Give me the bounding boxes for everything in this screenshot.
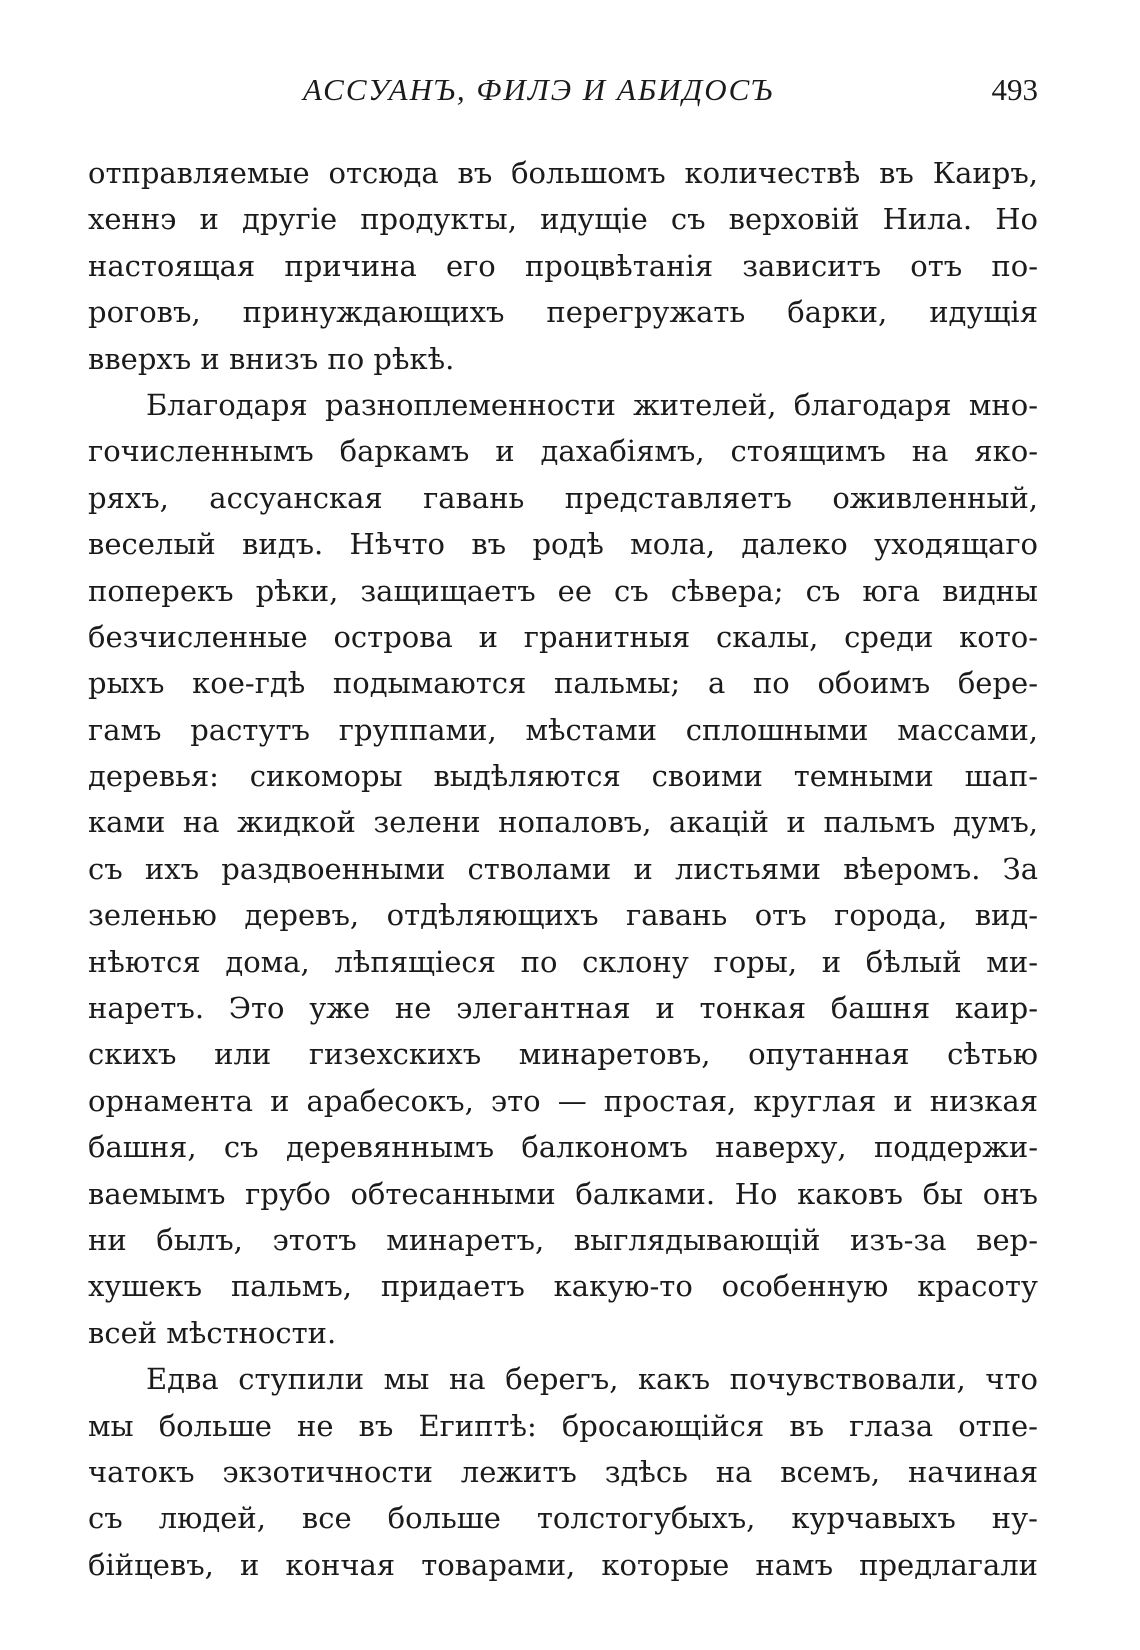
page-header [88,72,1038,112]
text-line: мы больше не въ Египтѣ: бросающійся въ глаза отпе- [88,1408,1038,1443]
text-line: скихъ или гизехскихъ минаретовъ, опутанная сѣтью [88,1037,1038,1072]
text-line: башня, съ деревяннымъ балкономъ наверху, поддержи- [88,1130,1038,1165]
text-line: хушекъ пальмъ, придаетъ какую-то особенную красоту [88,1269,1038,1304]
text-line: съ людей, все больше толстогубыхъ, курчавыхъ ну- [88,1501,1038,1536]
text-line: Благодаря разноплеменности жителей, благодаря мно- [146,387,1038,422]
text-line: поперекъ рѣки, защищаетъ ее съ сѣвера; съ юга видны [88,573,1038,608]
text-line: гочисленнымъ баркамъ и дахабіямъ, стоящимъ на яко- [88,434,1038,469]
text-line: ками на жидкой зелени нопаловъ, акацій и пальмъ думъ, [88,805,1038,840]
running-title: АССУАНЪ, ФИЛЭ И АБИДОСЪ [303,72,775,107]
text-line: съ ихъ раздвоенными стволами и листьями вѣеромъ. За [88,851,1038,886]
text-line: чатокъ экзотичности лежитъ здѣсь на всемъ, начиная [88,1454,1038,1489]
text-line: отправляемые отсюда въ большомъ количествѣ въ Каиръ, [88,156,1038,190]
text-line: ваемымъ грубо обтесанными балками. Но каковъ бы онъ [88,1176,1038,1211]
body-text [88,150,1038,1588]
text-line: вверхъ и внизъ по рѣкѣ. [88,341,455,376]
text-line: рыхъ кое-гдѣ подымаются пальмы; а по обоимъ бере- [88,666,1038,701]
text-line: всей мѣстности. [88,1315,337,1350]
text-line: гамъ растутъ группами, мѣстами сплошными массами, [88,712,1038,747]
text-line: бійцевъ, и кончая товарами, которые намъ предлагали [88,1547,1038,1582]
text-line: Едва ступили мы на берегъ, какъ почувствовали, что [146,1362,1038,1397]
text-line: роговъ, принуждающихъ перегружать барки, идущія [88,295,1038,330]
text-line: деревья: сикоморы выдѣляются своими темными шап- [88,759,1038,794]
text-line: веселый видъ. Нѣчто въ родѣ мола, далеко уходящаго [88,527,1038,562]
text-line: наретъ. Это уже не элегантная и тонкая башня каир- [88,991,1038,1026]
text-line: орнамента и арабесокъ, это — простая, круглая и низкая [88,1083,1038,1118]
text-line: безчисленные острова и гранитныя скалы, среди кото- [88,619,1038,654]
text-line: нѣются дома, лѣпящіеся по склону горы, и бѣлый ми- [88,944,1038,979]
text-line: настоящая причина его процвѣтанія зависитъ отъ по- [88,248,1038,283]
page-number: 493 [991,72,1038,107]
text-line: хеннэ и другіе продукты, идущіе съ верховій Нила. Но [88,202,1038,237]
text-line: зеленью деревъ, отдѣляющихъ гавань отъ города, вид- [88,898,1038,933]
text-line: ни былъ, этотъ минаретъ, выглядывающій изъ-за вер- [88,1222,1038,1257]
text-line: ряхъ, ассуанская гавань представляетъ оживленный, [88,480,1038,515]
